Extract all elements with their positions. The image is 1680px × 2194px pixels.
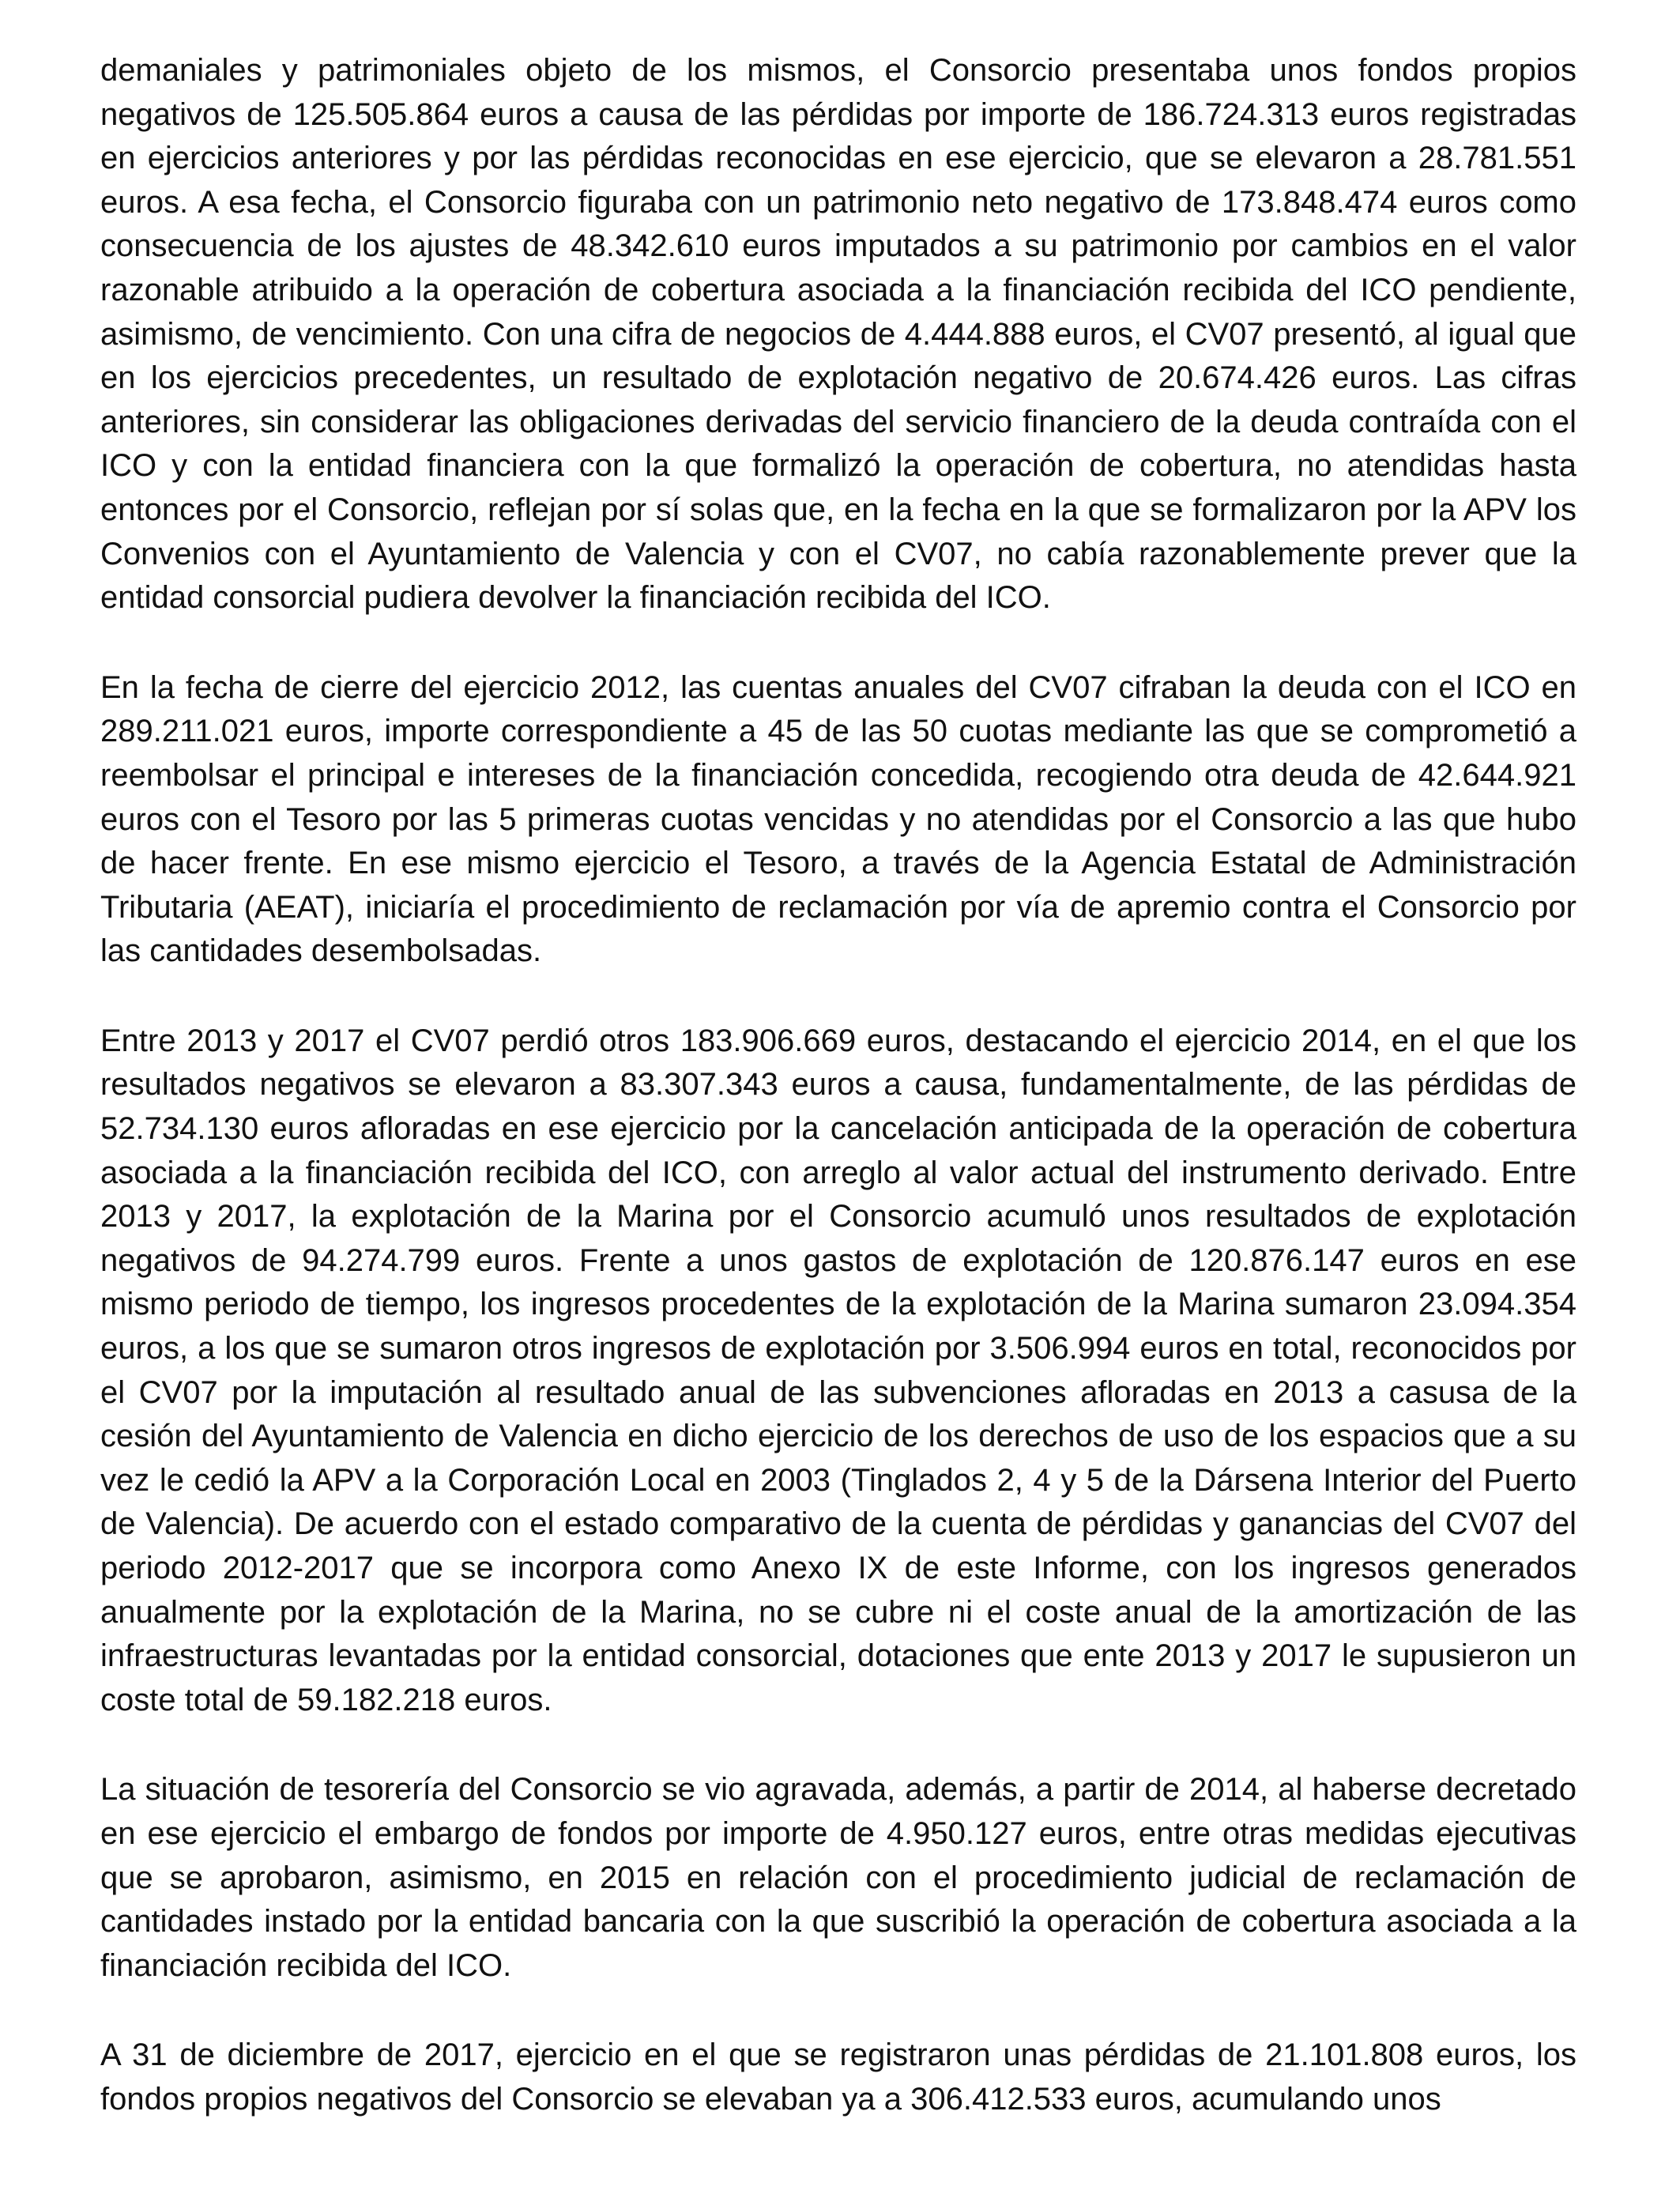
paragraph-cierre-2017: A 31 de diciembre de 2017, ejercicio en el que se registraron unas pérdidas de 21.101.808 euros, los fondos propios negativos del Consorcio se elevaban ya a 306.412.533 euros, acumulando unos xyxy=(100,2038,1576,2117)
document-page xyxy=(100,49,1576,2122)
paragraph-deuda-ico-2012: En la fecha de cierre del ejercicio 2012, las cuentas anuales del CV07 cifraban la deuda con el ICO en 289.211.021 euros, importe correspondiente a 45 de las 50 cuotas mediante las que se comprometió a reembolsar el principal e intereses de la financiación concedida, recogiendo otra deuda de 42.644.921 euros con el Tesoro por las 5 primeras cuotas vencidas y no atendidas por el Consorcio a las que hubo de hacer frente. En ese mismo ejercicio el Tesoro, a través de la Agencia Estatal de Administración Tributaria (AEAT), iniciaría el procedimiento de reclamación por vía de apremio contra el Consorcio por las cantidades desembolsadas. xyxy=(100,669,1576,969)
paragraph-consorcio-fondos-propios: demaniales y patrimoniales objeto de los mismos, el Consorcio presentaba unos fondos propios negativos de 125.505.864 euros a causa de las pérdidas por importe de 186.724.313 euros registradas en ejercicios anteriores y por las pérdidas reconocidas en ese ejercicio, que se elevaron a 28.781.551 euros. A esa fecha, el Consorcio figuraba con un patrimonio neto negativo de 173.848.474 euros como consecuencia de los ajustes de 48.342.610 euros imputados a su patrimonio por cambios en el valor razonable atribuido a la operación de cobertura asociada a la financiación recibida del ICO pendiente, asimismo, de vencimiento. Con una cifra de negocios de 4.444.888 euros, el CV07 presentó, al igual que en los ejercicios precedentes, un resultado de explotación negativo de 20.674.426 euros. Las cifras anteriores, sin considerar las obligaciones derivadas del servicio financiero de la deuda contraída con el ICO y con la entidad financiera con la que formalizó la operación de cobertura, no atendidas hasta entonces por el Consorcio, reflejan por sí solas que, en la fecha en la que se formalizaron por la APV los Convenios con el Ayuntamiento de Valencia y con el CV07, no cabía razonablemente prever que la entidad consorcial pudiera devolver la financiación recibida del ICO. xyxy=(100,53,1576,616)
paragraph-perdidas-2013-2017: Entre 2013 y 2017 el CV07 perdió otros 183.906.669 euros, destacando el ejercicio 2014, en el que los resultados negativos se elevaron a 83.307.343 euros a causa, fundamentalmente, de las pérdidas de 52.734.130 euros afloradas en ese ejercicio por la cancelación anticipada de la operación de cobertura asociada a la financiación recibida del ICO, con arreglo al valor actual del instrumento derivado. Entre 2013 y 2017, la explotación de la Marina por el Consorcio acumuló unos resultados de explotación negativos de 94.274.799 euros. Frente a unos gastos de explotación de 120.876.147 euros en ese mismo periodo de tiempo, los ingresos procedentes de la explotación de la Marina sumaron 23.094.354 euros, a los que se sumaron otros ingresos de explotación por 3.506.994 euros en total, reconocidos por el CV07 por la imputación al resultado anual de las subvenciones afloradas en 2013 a casusa de la cesión del Ayuntamiento de Valencia en dicho ejercicio de los derechos de uso de los espacios que a su vez le cedió la APV a la Corporación Local en 2003 (Tinglados 2, 4 y 5 de la Dársena Interior del Puerto de Valencia). De acuerdo con el estado comparativo de la cuenta de pérdidas y ganancias del CV07 del periodo 2012-2017 que se incorpora como Anexo IX de este Informe, con los ingresos generados anualmente por la explotación de la Marina, no se cubre ni el coste anual de la amortización de las infraestructuras levantadas por la entidad consorcial, dotaciones que ente 2013 y 2017 le supusieron un coste total de 59.182.218 euros. xyxy=(100,1023,1576,1717)
paragraph-situacion-tesoreria: La situación de tesorería del Consorcio se vio agravada, además, a partir de 2014, al haberse decretado en ese ejercicio el embargo de fondos por importe de 4.950.127 euros, entre otras medidas ejecutivas que se aprobaron, asimismo, en 2015 en relación con el procedimiento judicial de reclamación de cantidades instado por la entidad bancaria con la que suscribió la operación de cobertura asociada a la financiación recibida del ICO. xyxy=(100,1772,1576,1983)
